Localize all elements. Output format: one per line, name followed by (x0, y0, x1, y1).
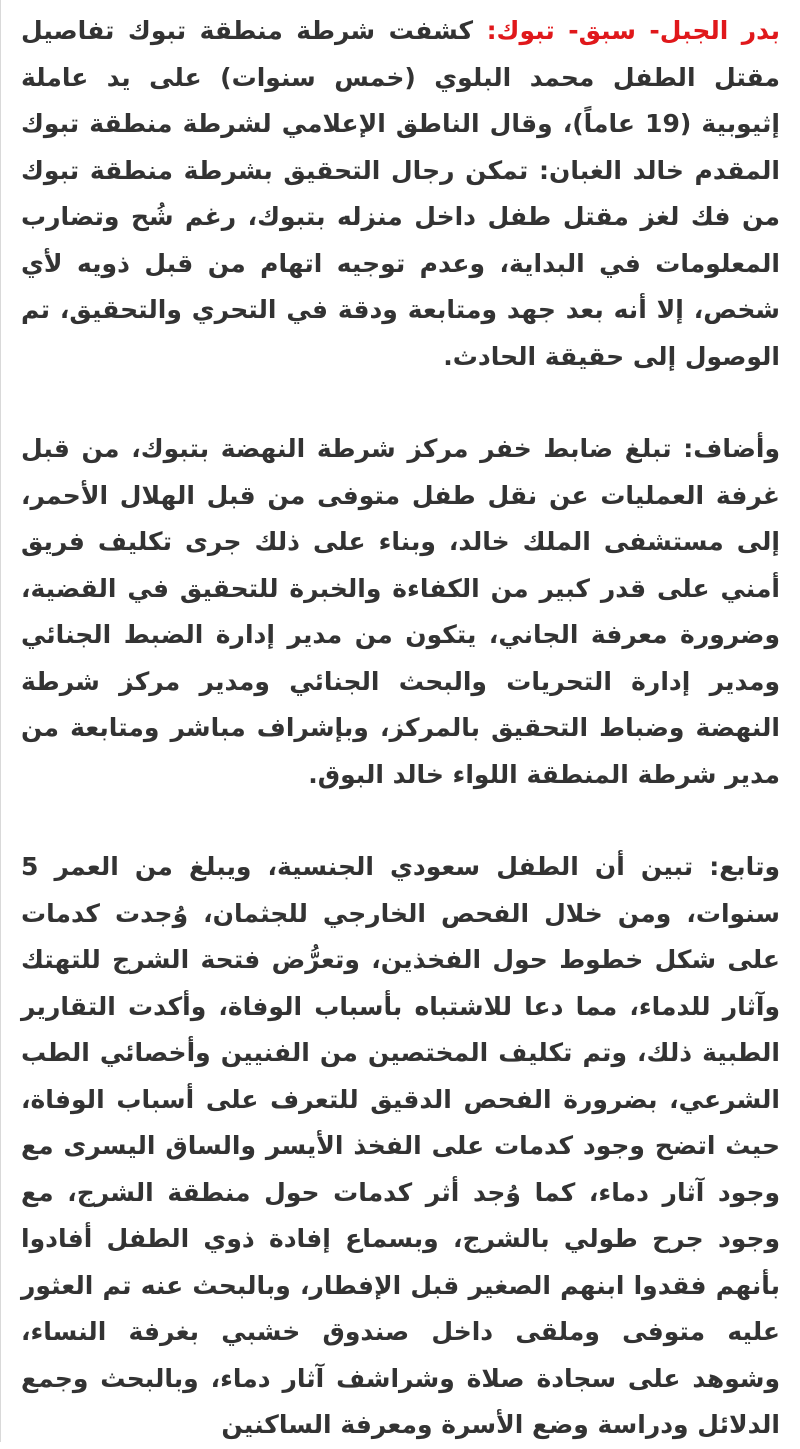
article-paragraph-2: وأضاف: تبلغ ضابط خفر مركز شرطة النهضة بتبوك، من قبل غرفة العمليات عن نقل طفل متوفى من قبل الهلال الأحمر، إلى مستشفى الملك خالد، وبناء على ذلك جرى تكليف فريق أمني على قدر كبير من الكفاءة والخبرة للتحقيق في القضية، وضرورة معرفة الجاني، يتكون من مدير إدارة الضبط الجنائي ومدير إدارة التحريات والبحث الجنائي ومدير مركز شرطة النهضة وضباط التحقيق بالمركز، وبإشراف مباشر ومتابعة من مدير شرطة المنطقة اللواء خالد البوق. (21, 434, 780, 789)
article-dateline: بدر الجبل- سبق- تبوك: (486, 16, 781, 45)
news-article (1, 0, 800, 1449)
article-paragraph-1-text: كشفت شرطة منطقة تبوك تفاصيل مقتل الطفل محمد البلوي (خمس سنوات) على يد عاملة إثيوبية (19 عاماً)، وقال الناطق الإعلامي لشرطة منطقة تبوك المقدم خالد الغبان: تمكن رجال التحقيق بشرطة منطقة تبوك من فك لغز مقتل طفل داخل منزله بتبوك، رغم شُح وتضارب المعلومات في البداية، وعدم توجيه اتهام من قبل ذويه لأي شخص، إلا أنه بعد جهد ومتابعة ودقة في التحري والتحقيق، تم الوصول إلى حقيقة الحادث. (21, 16, 780, 371)
article-paragraph-1 (21, 8, 780, 380)
article-paragraph-3: وتابع: تبين أن الطفل سعودي الجنسية، ويبلغ من العمر 5 سنوات، ومن خلال الفحص الخارجي للجثمان، وُجدت كدمات على شكل خطوط حول الفخذين، وتعرُّض فتحة الشرج للتهتك وآثار للدماء، مما دعا للاشتباه بأسباب الوفاة، وأكدت التقارير الطبية ذلك، وتم تكليف المختصين من الفنيين وأخصائي الطب الشرعي، بضرورة الفحص الدقيق للتعرف على أسباب الوفاة، حيث اتضح وجود كدمات على الفخذ الأيسر والساق اليسرى مع وجود آثار دماء، كما وُجد أثر كدمات حول منطقة الشرج، مع وجود جرح طولي بالشرج، وبسماع إفادة ذوي الطفل أفادوا بأنهم فقدوا ابنهم الصغير قبل الإفطار، وبالبحث عنه تم العثور عليه متوفى وملقى داخل صندوق خشبي بغرفة النساء، وشوهد على سجادة صلاة وشراشف آثار دماء، وبالبحث وجمع الدلائل ودراسة وضع الأسرة ومعرفة الساكنين (21, 852, 780, 1439)
